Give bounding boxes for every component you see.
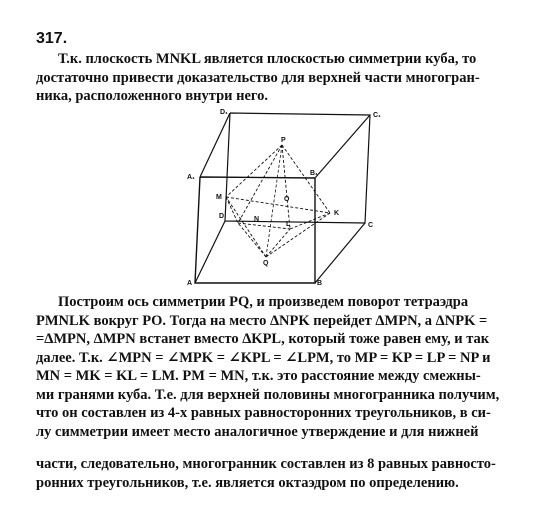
proof-paragraph	[36, 293, 520, 441]
label-d: D	[219, 213, 225, 220]
problem-number: 317.	[36, 30, 68, 47]
text-line: ми гранями куба. Т.е. для верхней половины многогранника получим,	[36, 386, 500, 403]
octahedron-edge	[266, 213, 330, 257]
label-n: N	[254, 216, 260, 223]
text-line: достаточно привести доказательство для верхней части многогран-	[36, 69, 480, 86]
label-b: B	[317, 280, 323, 287]
cube-edge	[195, 221, 225, 283]
label-m: M	[216, 194, 222, 201]
label-k: K	[334, 210, 340, 217]
cube-edge	[315, 115, 370, 178]
cube-edge	[200, 113, 230, 177]
text-line: Т.к. плоскость MNKL является плоскостью симметрии куба, то	[58, 51, 477, 67]
symmetry-axis	[266, 145, 282, 257]
octahedron-edge	[226, 197, 238, 223]
label-o: O	[284, 196, 290, 203]
octahedron-edge	[226, 197, 266, 257]
text-line: части, следовательно, многогранник составлен из 8 равных равносто-	[36, 456, 496, 472]
label-a1: A₁	[187, 174, 195, 181]
octahedron-edge	[290, 213, 330, 229]
text-line: что он составлен из 4-х равных равносторонних треугольников, в си-	[36, 405, 491, 421]
label-c: C	[368, 222, 374, 229]
label-l: L	[286, 221, 291, 228]
cube-back-face	[225, 113, 370, 223]
text-line: ника, расположенного внутри него.	[36, 88, 269, 104]
cube-front-face	[195, 177, 315, 283]
text-line: Построим ось симметрии PQ, и произведем поворот тетраэдра	[58, 294, 469, 310]
cube-edge	[315, 223, 365, 283]
text-line: =ΔMPN, ΔMPN встанет вместо ΔKPL, который тоже равен ему, и так	[36, 331, 490, 347]
label-a: A	[187, 280, 193, 287]
text-line: PMNLK вокруг PO. Тогда на место ΔNPK перейдет ΔMPN, а ΔNPK =	[36, 312, 488, 329]
label-p: P	[281, 137, 286, 144]
octahedron-edge	[238, 145, 282, 223]
octahedron-edge	[226, 145, 282, 197]
octahedron-edge	[238, 223, 266, 257]
label-q: Q	[263, 260, 269, 267]
intro-paragraph	[36, 50, 520, 106]
conclusion-paragraph	[36, 455, 520, 492]
text-line: лу симметрии имеет место аналогичное утверждение и для нижней	[36, 423, 479, 440]
octahedron-edge	[282, 145, 290, 229]
text-line: далее. Т.к. ∠MPN = ∠MPK = ∠KPL = ∠LPM, то MP = KP = LP = NP и	[36, 349, 491, 366]
label-b1: B₁	[310, 170, 318, 177]
text-line: MN = MK = KL = LM. PM = MN, т.к. это расстояние между смежны-	[36, 368, 481, 384]
label-d1: D₁	[220, 109, 228, 116]
text-line: ронних треугольников, т.е. является октаэдром по определению.	[36, 474, 459, 491]
cube-octahedron-figure	[170, 105, 390, 287]
octahedron-edge	[266, 229, 290, 257]
label-c1: C₁	[373, 112, 381, 119]
